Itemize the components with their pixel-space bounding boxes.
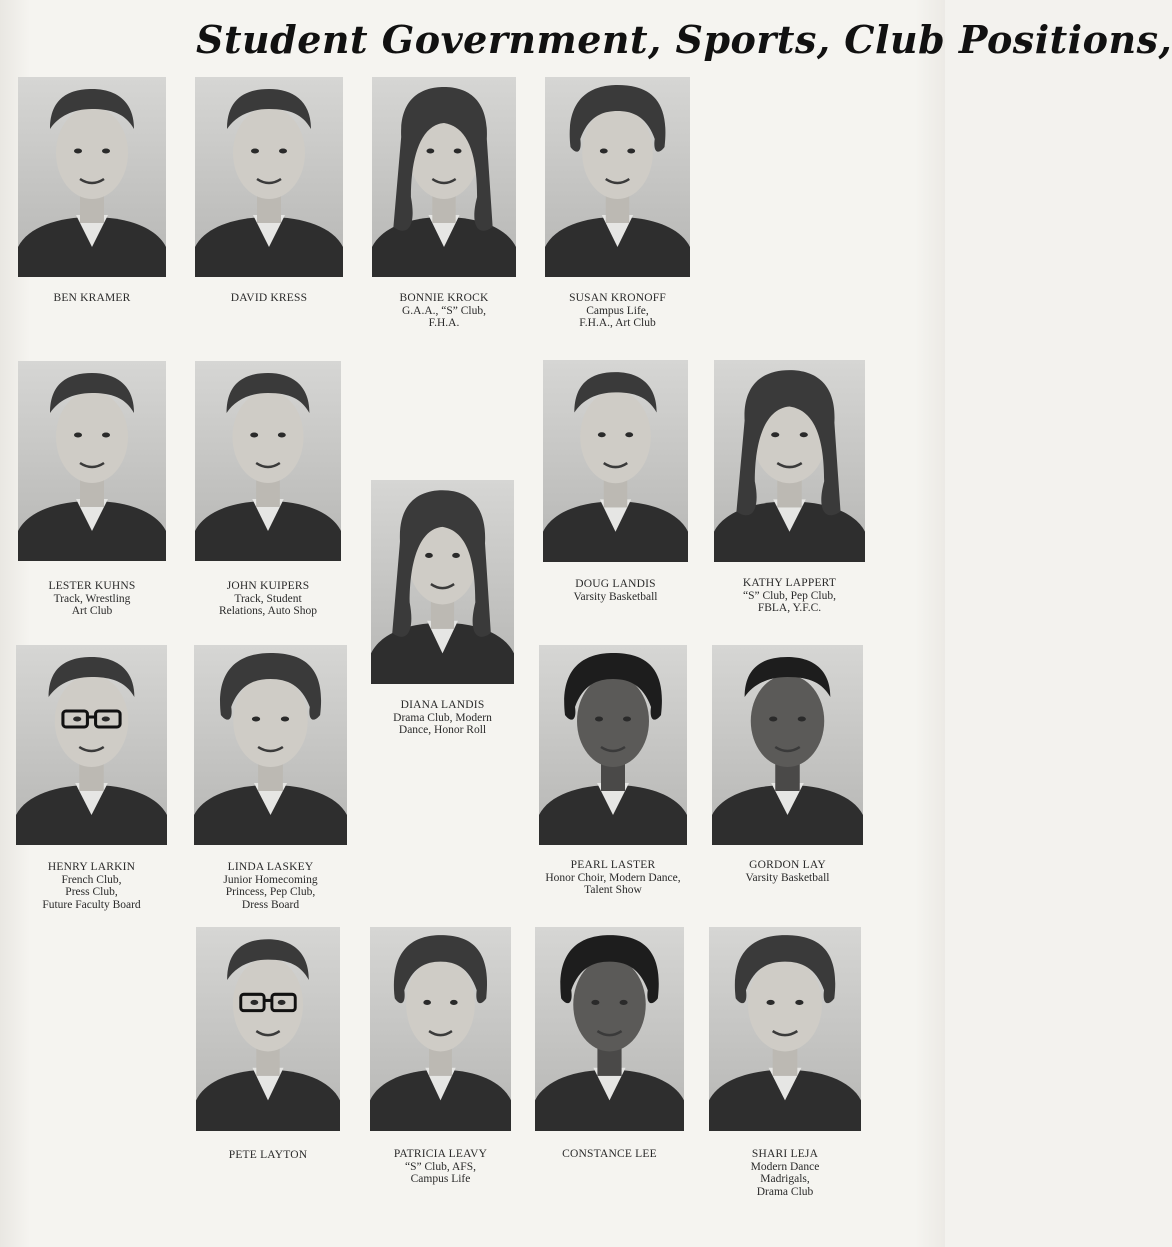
student-caption [545, 292, 690, 330]
portrait-photo-patricia-leavy [370, 927, 511, 1131]
portrait-photo-pearl-laster [539, 645, 687, 845]
portrait-photo-ben-kramer [18, 77, 166, 277]
student-activities-line: F.H.A., Art Club [579, 317, 656, 329]
student-caption [709, 1148, 861, 1198]
student-name: DOUG LANDIS [575, 578, 656, 590]
student-name: PEARL LASTER [570, 859, 656, 871]
portrait-photo-susan-kronoff [545, 77, 690, 277]
student-caption [18, 292, 166, 305]
student-caption [539, 859, 687, 897]
student-activities-line: French Club, [61, 873, 122, 886]
student-activities-line: Varsity Basketball [573, 590, 658, 603]
student-name: BONNIE KROCK [399, 292, 489, 304]
student-name: GORDON LAY [749, 859, 826, 871]
portrait-photo-bonnie-krock [372, 77, 516, 277]
portrait-photo-linda-laskey [194, 645, 347, 845]
student-activities-line: Madrigals, [760, 1173, 810, 1185]
student-activities-line: Princess, Pep Club, [225, 886, 316, 898]
student-activities-line: Junior Homecoming [223, 873, 318, 886]
student-name: PATRICIA LEAVY [393, 1148, 488, 1160]
student-caption [712, 859, 863, 884]
student-name: JOHN KUIPERS [226, 580, 310, 592]
student-caption [195, 292, 343, 305]
student-name: PETE LAYTON [228, 1149, 308, 1161]
page-heading: Student Government, Sports, Club Positions, [196, 17, 1172, 62]
student-activities-line: Dance, Honor Roll [398, 724, 487, 736]
student-name: HENRY LARKIN [47, 861, 136, 873]
student-caption [16, 861, 167, 911]
portrait-photo-shari-leja [709, 927, 861, 1131]
portrait-photo-lester-kuhns [18, 361, 166, 561]
student-activities-line: Track, Wrestling [53, 592, 131, 605]
student-name: LESTER KUHNS [48, 580, 136, 592]
student-caption [195, 580, 341, 618]
student-activities-line: Drama Club [756, 1185, 814, 1198]
portrait-photo-john-kuipers [195, 361, 341, 561]
student-name: DAVID KRESS [230, 292, 308, 304]
student-name: BEN KRAMER [53, 292, 131, 304]
student-name: LINDA LASKEY [227, 861, 314, 873]
student-caption [714, 577, 865, 615]
student-activities-line: F.H.A. [428, 317, 460, 329]
student-caption [543, 578, 688, 603]
student-activities-line: “S” Club, AFS, [405, 1160, 476, 1173]
student-activities-line: Modern Dance [750, 1160, 820, 1173]
student-activities-line: Press Club, [65, 886, 118, 898]
student-activities-line: G.A.A., “S” Club, [401, 304, 486, 317]
portrait-photo-gordon-lay [712, 645, 863, 845]
student-activities-line: Relations, Auto Shop [218, 605, 318, 617]
student-activities-line: Varsity Basketball [745, 871, 830, 884]
student-name: SUSAN KRONOFF [569, 292, 666, 304]
student-caption [371, 699, 514, 737]
student-activities-line: Track, Student [234, 592, 302, 605]
student-activities-line: Campus Life, [586, 304, 649, 317]
portrait-photo-kathy-lappert [714, 360, 865, 562]
student-activities-line: Future Faculty Board [42, 898, 141, 911]
student-activities-line: FBLA, Y.F.C. [757, 602, 822, 614]
portrait-photo-constance-lee [535, 927, 684, 1131]
student-name: SHARI LEJA [751, 1148, 819, 1160]
student-caption [18, 580, 166, 618]
portrait-photo-pete-layton [196, 927, 340, 1131]
student-caption [372, 292, 516, 330]
student-activities-line: “S” Club, Pep Club, [743, 589, 836, 602]
student-name: KATHY LAPPERT [742, 577, 837, 589]
student-activities-line: Campus Life [410, 1173, 471, 1185]
student-name: CONSTANCE LEE [562, 1148, 657, 1160]
student-activities-line: Dress Board [241, 898, 300, 911]
student-caption [196, 1149, 340, 1162]
portrait-photo-doug-landis [543, 360, 688, 562]
student-activities-line: Talent Show [584, 884, 642, 896]
student-name: DIANA LANDIS [400, 699, 485, 711]
student-activities-line: Honor Choir, Modern Dance, [545, 871, 681, 884]
portrait-photo-david-kress [195, 77, 343, 277]
student-caption [194, 861, 347, 911]
student-activities-line: Drama Club, Modern [393, 711, 492, 724]
student-activities-line: Art Club [71, 605, 113, 617]
student-caption [535, 1148, 684, 1161]
portrait-photo-diana-landis [371, 480, 514, 684]
student-caption [370, 1148, 511, 1186]
portrait-photo-henry-larkin [16, 645, 167, 845]
